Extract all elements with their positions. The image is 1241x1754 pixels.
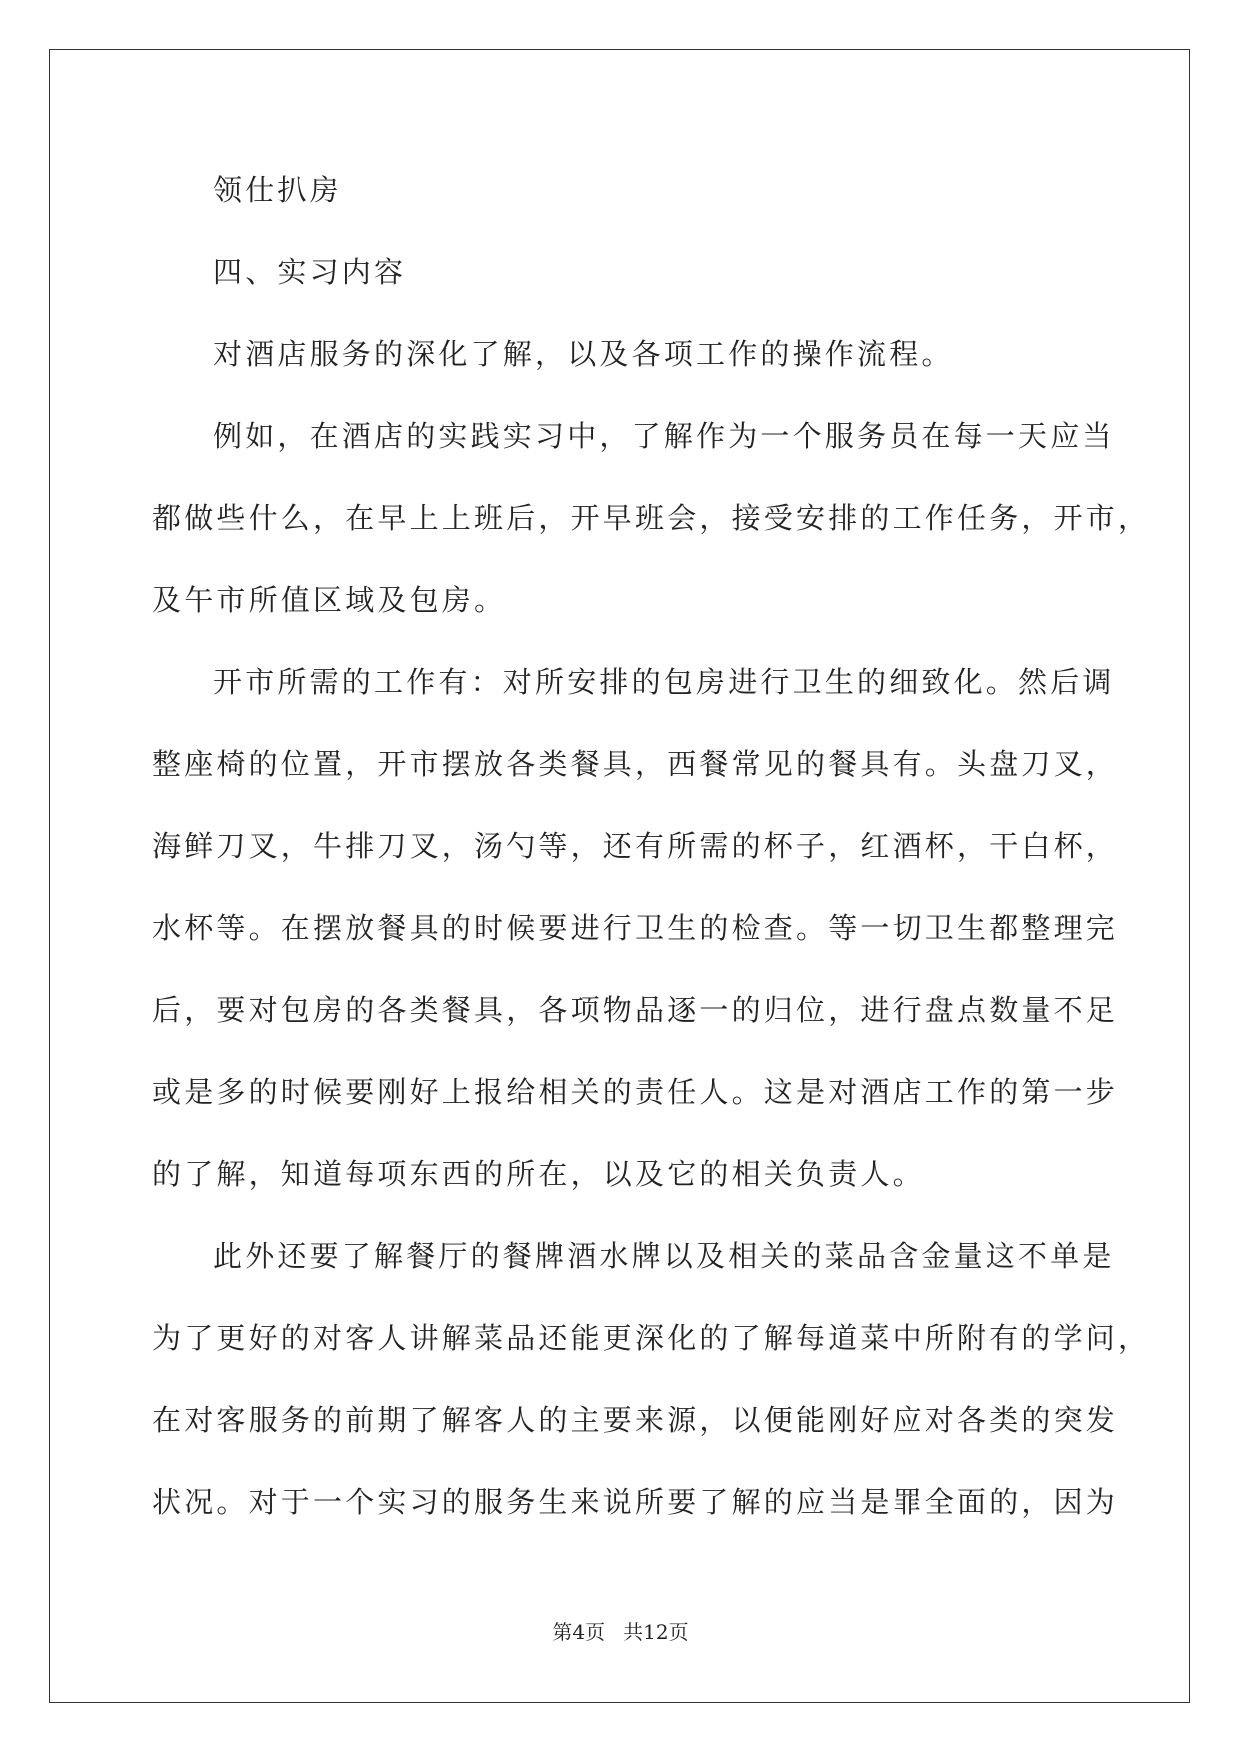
paragraph-line: 都做些什么，在早上上班后，开早班会，接受安排的工作任务，开市， [152,501,1151,535]
paragraph-line: 此外还要了解餐厅的餐牌酒水牌以及相关的菜品含金量这不单是 [213,1239,1115,1273]
paragraph-line: 开市所需的工作有：对所安排的包房进行卫生的细致化。然后调 [213,665,1115,699]
paragraph-line: 对酒店服务的深化了解，以及各项工作的操作流程。 [213,337,954,371]
page-number-current: 第4页 [552,1620,606,1644]
paragraph-line: 的了解，知道每项东西的所在，以及它的相关负责人。 [152,1157,925,1191]
paragraph-line: 水杯等。在摆放餐具的时候要进行卫生的检查。等一切卫生都整理完 [152,911,1119,945]
paragraph-line: 或是多的时候要刚好上报给相关的责任人。这是对酒店工作的第一步 [152,1075,1119,1109]
paragraph-line: 例如，在酒店的实践实习中，了解作为一个服务员在每一天应当 [213,419,1115,453]
paragraph-line: 后，要对包房的各类餐具，各项物品逐一的归位，进行盘点数量不足 [152,993,1119,1027]
paragraph-line: 及午市所值区域及包房。 [152,583,507,617]
heading-line: 领仕扒房 [213,173,342,207]
page-number-total: 共12页 [623,1620,689,1644]
page-footer [0,1622,1241,1642]
paragraph-line: 海鲜刀叉，牛排刀叉，汤勺等，还有所需的杯子，红酒杯，干白杯， [152,829,1119,863]
paragraph-line: 状况。对于一个实习的服务生来说所要了解的应当是罪全面的，因为 [152,1485,1119,1519]
paragraph-line: 为了更好的对客人讲解菜品还能更深化的了解每道菜中所附有的学问， [152,1321,1151,1355]
paragraph-line: 在对客服务的前期了解客人的主要来源，以便能刚好应对各类的突发 [152,1403,1119,1437]
paragraph-line: 整座椅的位置，开市摆放各类餐具，西餐常见的餐具有。头盘刀叉， [152,747,1119,781]
section-heading: 四、实习内容 [213,255,407,289]
page-border [49,49,1190,1703]
